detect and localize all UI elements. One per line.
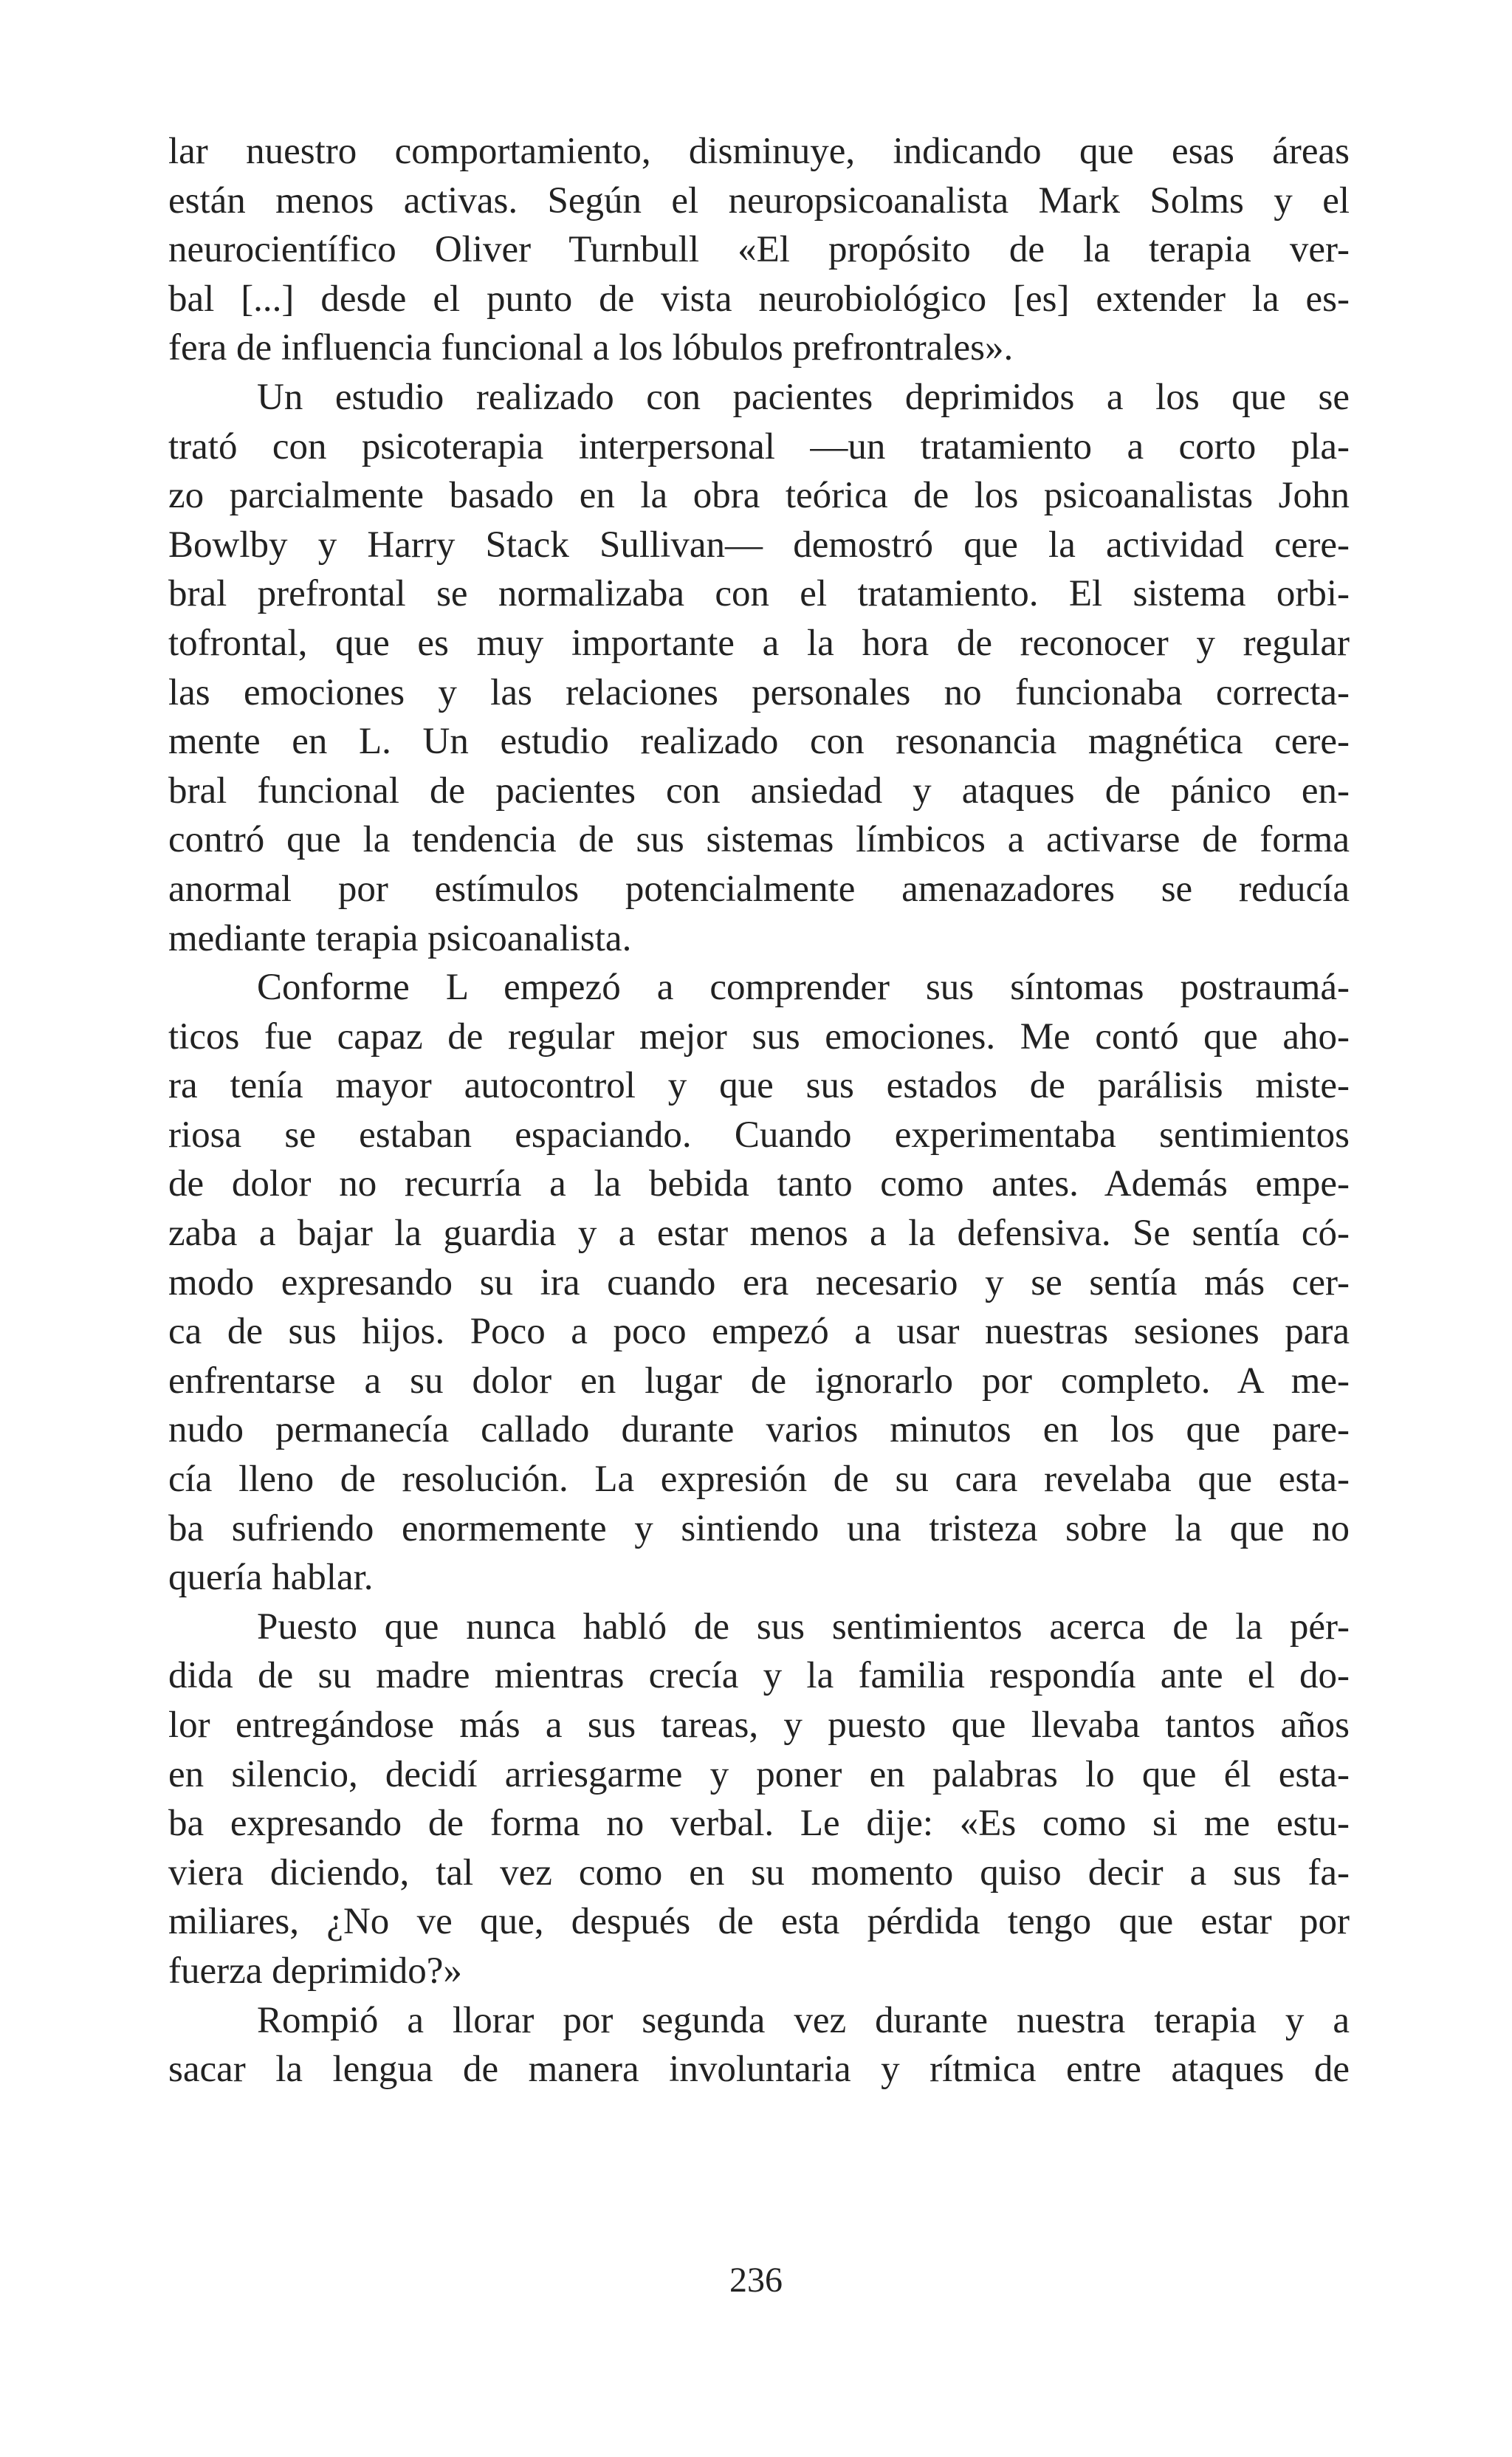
- text-line: Conforme L empezó a comprender sus síntomas postraumá-: [257, 967, 1350, 1009]
- text-line: anormal por estímulos potencialmente amenazadores se reducía: [168, 868, 1350, 910]
- paragraph-4: [168, 1603, 1350, 1996]
- text-line: tofrontal, que es muy importante a la hora de reconocer y regular: [168, 622, 1350, 664]
- text-line: bral prefrontal se normalizaba con el tratamiento. El sistema orbi-: [168, 573, 1350, 615]
- page-number: 236: [729, 2261, 783, 2300]
- text-line: ba expresando de forma no verbal. Le dije: «Es como si me estu-: [168, 1803, 1350, 1845]
- text-line: ra tenía mayor autocontrol y que sus estados de parálisis miste-: [168, 1065, 1350, 1107]
- text-line: fuerza deprimido?»: [168, 1950, 462, 1992]
- text-line: ticos fue capaz de regular mejor sus emociones. Me contó que aho-: [168, 1015, 1350, 1058]
- text-line: zo parcialmente basado en la obra teórica de los psicoanalistas John: [168, 475, 1350, 517]
- text-line: riosa se estaban espaciando. Cuando experimentaba sentimientos: [168, 1114, 1350, 1156]
- text-line: bral funcional de pacientes con ansiedad y ataques de pánico en-: [168, 770, 1350, 812]
- text-line: neurocientífico Oliver Turnbull «El propósito de la terapia ver-: [168, 229, 1350, 271]
- text-line: Rompió a llorar por segunda vez durante nuestra terapia y a: [257, 1999, 1350, 2041]
- text-line: sacar la lengua de manera involuntaria y rítmica entre ataques de: [168, 2049, 1350, 2091]
- paragraph-2: [168, 373, 1350, 963]
- text-line: mediante terapia psicoanalista.: [168, 917, 632, 959]
- text-line: ca de sus hijos. Poco a poco empezó a usar nuestras sesiones para: [168, 1311, 1350, 1353]
- text-line: ba sufriendo enormemente y sintiendo una tristeza sobre la que no: [168, 1507, 1350, 1549]
- text-line: enfrentarse a su dolor en lugar de ignorarlo por completo. A me-: [168, 1360, 1350, 1402]
- text-line: cía lleno de resolución. La expresión de su cara revelaba que esta-: [168, 1459, 1350, 1501]
- text-line: quería hablar.: [168, 1557, 374, 1599]
- text-line: Bowlby y Harry Stack Sullivan— demostró que la actividad cere-: [168, 524, 1350, 566]
- text-line: fera de influencia funcional a los lóbulos prefrontrales».: [168, 327, 1014, 369]
- text-line: mente en L. Un estudio realizado con resonancia magnética cere-: [168, 721, 1350, 763]
- text-line: en silencio, decidí arriesgarme y poner en palabras lo que él esta-: [168, 1753, 1350, 1795]
- text-line: están menos activas. Según el neuropsicoanalista Mark Solms y el: [168, 179, 1350, 222]
- text-line: zaba a bajar la guardia y a estar menos a la defensiva. Se sentía có-: [168, 1213, 1350, 1255]
- text-line: Un estudio realizado con pacientes deprimidos a los que se: [257, 376, 1350, 418]
- text-line: modo expresando su ira cuando era necesario y se sentía más cer-: [168, 1261, 1350, 1303]
- text-line: trató con psicoterapia interpersonal —un tratamiento a corto pla-: [168, 425, 1350, 467]
- text-line: lor entregándose más a sus tareas, y puesto que llevaba tantos años: [168, 1704, 1350, 1746]
- text-line: miliares, ¿No ve que, después de esta pérdida tengo que estar por: [168, 1901, 1350, 1943]
- text-line: de dolor no recurría a la bebida tanto como antes. Además empe-: [168, 1163, 1350, 1205]
- text-line: viera diciendo, tal vez como en su momento quiso decir a sus fa-: [168, 1851, 1350, 1894]
- text-line: Puesto que nunca habló de sus sentimientos acerca de la pér-: [257, 1606, 1350, 1648]
- paragraph-5: [168, 1996, 1350, 2094]
- text-line: bal [...] desde el punto de vista neurobiológico [es] extender la es-: [168, 278, 1350, 320]
- text-line: las emociones y las relaciones personales no funcionaba correcta-: [168, 671, 1350, 713]
- paragraph-1: [168, 127, 1350, 373]
- text-line: lar nuestro comportamiento, disminuye, indicando que esas áreas: [168, 131, 1350, 172]
- paragraph-3: [168, 963, 1350, 1603]
- text-line: dida de su madre mientras crecía y la familia respondía ante el do-: [168, 1655, 1350, 1697]
- body-text: [168, 127, 1350, 2094]
- text-line: contró que la tendencia de sus sistemas límbicos a activarse de forma: [168, 819, 1350, 861]
- text-line: nudo permanecía callado durante varios minutos en los que pare-: [168, 1409, 1350, 1451]
